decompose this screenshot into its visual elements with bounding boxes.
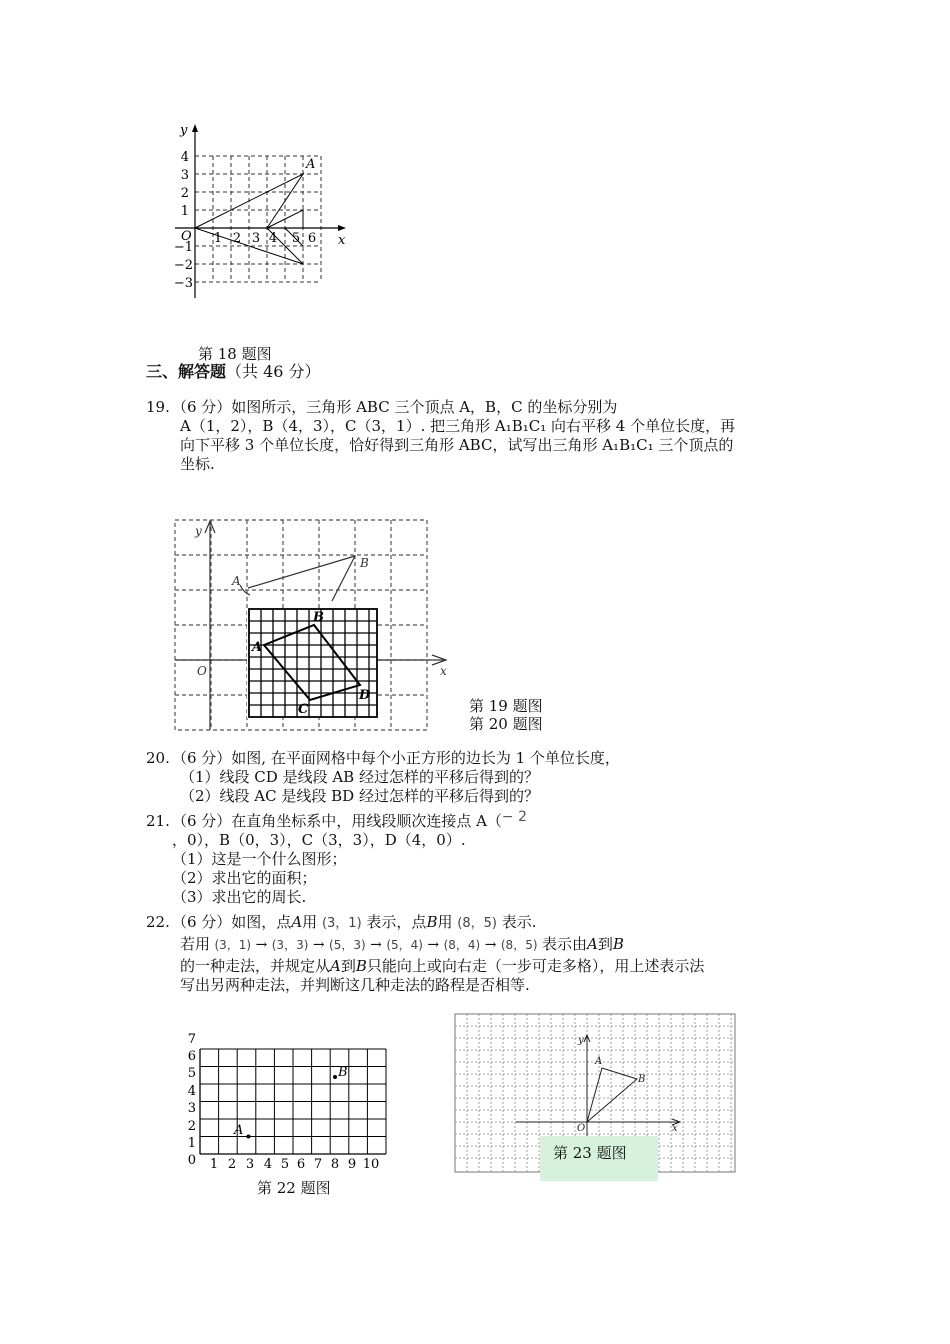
q22-arrow-icon: →: [312, 937, 325, 953]
q22-line3: [180, 956, 704, 976]
q22-point-a-symbol: A: [291, 913, 303, 931]
q22-text: 表示.: [501, 913, 537, 931]
q22-text: （6 分）如图，点: [172, 913, 292, 931]
fig23-triangle: [587, 1068, 637, 1122]
section-title-text: 三、解答题: [146, 362, 227, 381]
fig22-xtick: 10: [362, 1157, 380, 1172]
q22-text: 只能向上或向右走（一步可走多格），用上述表示法: [366, 957, 705, 975]
fig18-ytick: 1: [180, 204, 189, 219]
fig22-xtick: 7: [313, 1157, 323, 1172]
fig19-segment-ab: [240, 556, 355, 601]
fig18-x-label: x: [338, 233, 346, 248]
q22-path-coord: (3，3): [271, 938, 309, 952]
fig19-origin: O: [197, 664, 207, 678]
fig22-xtick: 4: [263, 1157, 273, 1172]
fig18-xtick: 1: [213, 231, 223, 246]
q20-line1: （6 分）如图, 在平面网格中每个小正方形的边长为 1 个单位长度，: [172, 749, 620, 767]
fig22-ytick: 1: [187, 1136, 196, 1151]
fig22-x-ticks: [210, 1157, 379, 1172]
fig23-point-b: B: [638, 1074, 646, 1085]
fig18-caption: 第 18 题图: [198, 345, 272, 363]
fig18-xtick: 6: [307, 231, 317, 246]
fig18-point-a: A: [306, 157, 316, 172]
fig18-xtick: 5: [291, 231, 301, 246]
q22-text: 到: [340, 957, 356, 975]
fig18-y-ticks: [174, 150, 193, 291]
q22-point-b-symbol: B: [355, 957, 367, 975]
q21-line5: （3）求出它的周长.: [172, 888, 307, 906]
fig22-xtick: 2: [227, 1157, 237, 1172]
fig18-xtick: 2: [232, 231, 242, 246]
fig22-xtick: 1: [209, 1157, 219, 1172]
q21-line2: ，0），B（0，3），C（3，3），D（4，0）.: [172, 831, 466, 849]
q22-point-a-symbol: A: [330, 957, 341, 975]
fig22-xtick: 6: [296, 1157, 306, 1172]
fig19-caption: 第 19 题图: [469, 697, 543, 715]
q22-path-coord: (5，3): [329, 938, 366, 952]
fig18-ytick: −2: [173, 258, 193, 273]
q22-coord-b: (8，5): [457, 916, 497, 931]
q20-line3: （2）线段 AC 是线段 BD 经过怎样的平移后得到的？: [180, 787, 539, 805]
fig20-point-c: C: [298, 702, 309, 717]
fig22-ytick: 3: [187, 1101, 196, 1116]
section-points: （共 46 分）: [226, 362, 321, 381]
fig19-x-label: x: [440, 664, 447, 678]
fig22-xtick: 9: [347, 1157, 357, 1172]
fig23-point-a: A: [595, 1056, 603, 1067]
q22-arrow-icon: →: [255, 937, 268, 953]
q22-line4: 写出另两种走法，并判断这几种走法的路程是否相等.: [180, 976, 530, 994]
fig18-y-arrow: [192, 124, 198, 132]
q22-line2: [180, 934, 624, 955]
q22-path-coord: (3，1): [214, 938, 252, 952]
fig23-origin: O: [577, 1123, 586, 1134]
q22-text: 表示，点: [366, 913, 427, 931]
q22-arrow-icon: →: [484, 937, 497, 953]
q21-line1: [172, 811, 527, 832]
q21-number: 21.: [146, 812, 170, 830]
fig23-caption: 第 23 题图: [553, 1144, 627, 1162]
q22-arrow-icon: →: [427, 937, 440, 953]
q22-text: 表示由: [541, 935, 587, 953]
q22-coord-a: (3，1): [321, 916, 362, 931]
figure-18: [160, 118, 360, 308]
fig22-point-a: A: [234, 1123, 244, 1138]
fig22-ytick: 2: [187, 1119, 196, 1134]
q22-number: 22.: [146, 913, 170, 931]
fig22-ytick: 5: [187, 1066, 196, 1081]
fig22-ytick: 0: [187, 1153, 196, 1168]
fig18-y-label: y: [180, 123, 188, 138]
section-title: [146, 362, 321, 382]
fig20-point-a: A: [252, 640, 263, 655]
fig22-xtick: 3: [245, 1157, 255, 1172]
fig22-ytick: 4: [187, 1084, 196, 1099]
fig18-ytick: 4: [180, 150, 189, 165]
q22-path-coord: (5，4): [386, 938, 423, 952]
q20-number: 20.: [146, 749, 170, 767]
fig20-point-d: D: [359, 688, 371, 703]
fig23-y-label: y: [578, 1035, 584, 1046]
q21-line4: （2）求出它的面积；: [172, 869, 317, 887]
q19-line1: （6 分）如图所示，三角形 ABC 三个顶点 A，B，C 的坐标分别为: [172, 398, 618, 416]
fig22-ytick: 7: [187, 1032, 196, 1047]
fig22-caption: 第 22 题图: [257, 1179, 331, 1197]
fig22-y-ticks: [188, 1032, 196, 1168]
fig22-grid: [200, 1049, 386, 1154]
q19-line3: 向下平移 3 个单位长度，恰好得到三角形 ABC，试写出三角形 A₁B₁C₁ 三个顶点的: [180, 436, 734, 454]
figure-22: [180, 1030, 400, 1175]
fig19-point-b: B: [360, 556, 369, 570]
fig19-y-label: y: [195, 524, 202, 538]
q22-point-b-symbol: B: [612, 935, 624, 953]
fig19-point-a: A: [232, 574, 241, 588]
fig20-point-b: B: [313, 610, 324, 625]
fig22-xtick: 8: [330, 1157, 340, 1172]
q22-text: 的一种走法，并规定从: [180, 957, 331, 975]
q22-path-coord: (8，5): [500, 938, 538, 952]
q21-line1-tail: − 2: [501, 809, 528, 825]
q22-text: 用: [437, 913, 453, 931]
fig22-point-b: B: [338, 1065, 348, 1080]
fig18-axes: [175, 128, 340, 298]
fig18-ytick: −3: [173, 276, 193, 291]
fig18-ytick: −1: [173, 240, 193, 255]
figure-19-20: [170, 515, 460, 735]
q22-point-a-symbol: A: [586, 935, 598, 953]
fig22-ytick: 6: [187, 1049, 196, 1064]
fig22-xtick: 5: [280, 1157, 290, 1172]
q20-line2: （1）线段 CD 是线段 AB 经过怎样的平移后得到的？: [180, 768, 539, 786]
q22-point-b-symbol: B: [426, 913, 438, 931]
q19-number: 19.: [146, 398, 170, 416]
fig18-origin: O: [181, 229, 192, 244]
q19-line4: 坐标.: [180, 455, 215, 473]
fig18-ytick: 3: [180, 168, 189, 183]
q21-line1-text: （6 分）在直角坐标系中，用线段顺次连接点 A（: [172, 812, 502, 830]
fig18-xtick: 3: [251, 231, 261, 246]
q21-line3: （1）这是一个什么图形；: [172, 850, 347, 868]
q19-line2: A（1，2），B（4，3），C（3，1）. 把三角形 A₁B₁C₁ 向右平移 4 个单位长度，再: [180, 417, 736, 435]
q22-text: 若用: [180, 935, 211, 953]
fig22-dot-a: [247, 1135, 251, 1139]
fig22-dot-b: [333, 1075, 337, 1079]
fig20-caption: 第 20 题图: [469, 715, 543, 733]
fig18-xtick: 4: [268, 231, 278, 246]
q22-line1: [172, 912, 537, 934]
fig18-x-arrow: [338, 225, 346, 231]
q22-text: 用: [302, 913, 318, 931]
fig18-ytick: 2: [180, 186, 189, 201]
q22-arrow-icon: →: [370, 937, 382, 953]
q22-text: 到: [597, 935, 613, 953]
fig23-x-label: x: [672, 1123, 678, 1134]
q22-path-coord: (8，4): [443, 938, 481, 952]
